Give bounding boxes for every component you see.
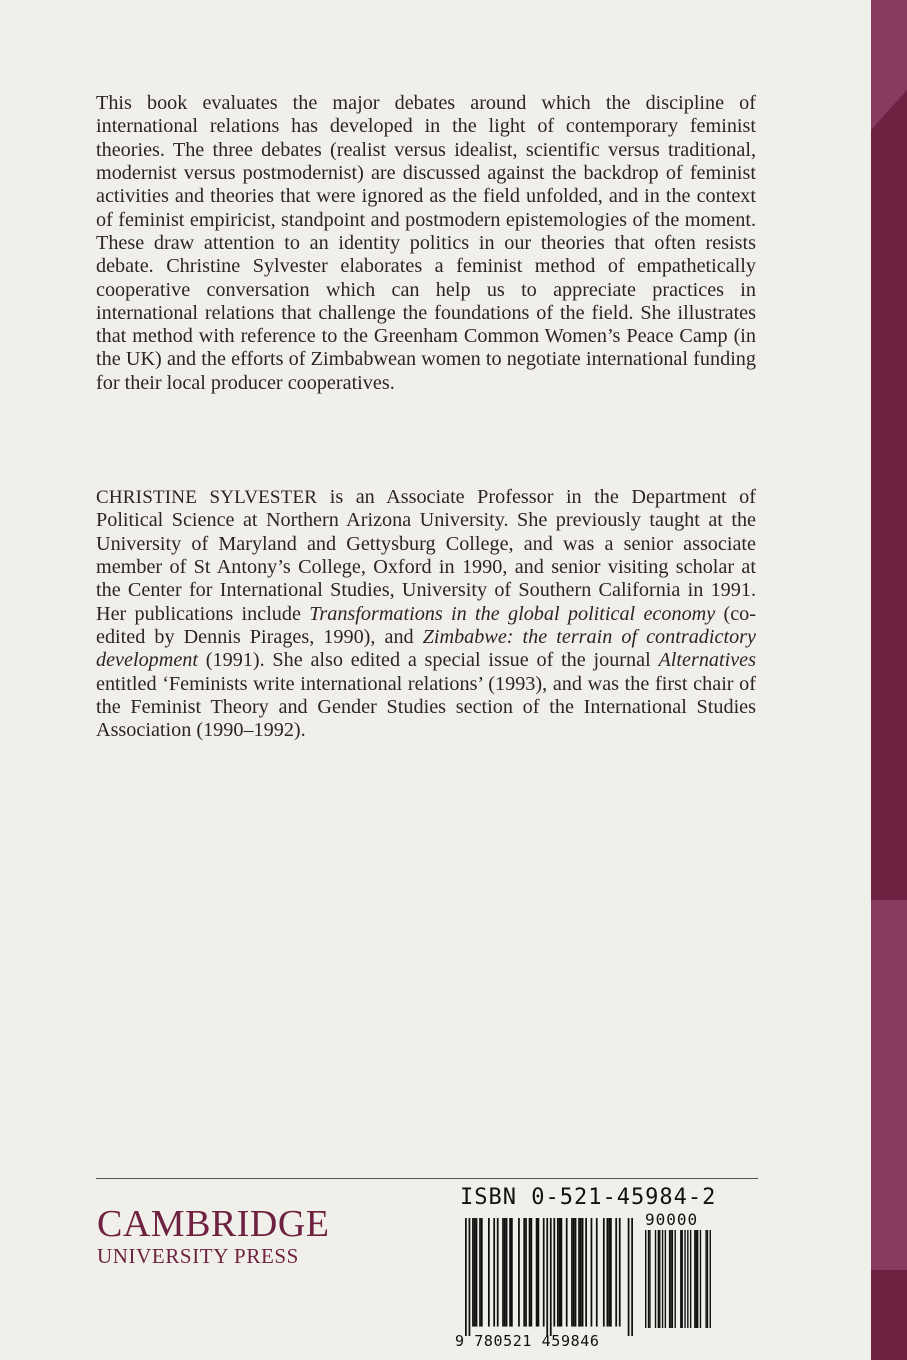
barcode-bar <box>648 1230 649 1328</box>
barcode-bar <box>705 1230 706 1328</box>
author-name: CHRISTINE SYLVESTER <box>96 487 318 509</box>
isbn-label: ISBN 0-521-45984-2 <box>460 1185 717 1210</box>
barcode-bar <box>472 1218 474 1327</box>
bio-text-4: entitled ‘Feminists write international relations’ (1993), and was the first chair of the Feminist Theory and Gender Studies section of the International Studies Association (1990–1992). <box>96 672 756 742</box>
barcode-bar <box>655 1230 656 1328</box>
barcode-bar <box>596 1218 598 1327</box>
price-addon-digits: 90000 <box>645 1210 699 1229</box>
barcode-bar <box>665 1230 666 1328</box>
barcode-bar <box>559 1218 561 1327</box>
barcode-bar <box>560 1218 562 1327</box>
barcode-bar <box>700 1230 701 1328</box>
barcode-bar <box>543 1218 545 1327</box>
barcode-bar <box>696 1230 697 1328</box>
publication-title-1: Transformations in the global political economy <box>309 602 716 625</box>
book-description: This book evaluates the major debates around which the discipline of international relations has developed in the light of contemporary feminist theories. The three debates (realist versus idealist, scientific versus traditional, modernist versus postmodernist) are discussed against the backdrop of feminist activities and theories that were ignored as the field unfolded, and in the context of feminist empiricist, standpoint and postmodern epistemologies of the moment. These draw attention to an identity politics in our theories that often resists debate. Christine Sylvester elaborates a feminist method of empathetically cooperative conversation which can help us to appreciate practices in international relations that challenge the foundations of the field. She illustrates that method with reference to the Greenham Common Women’s Peace Camp (in the UK) and the efforts of Zimbabwean women to negotiate international funding for their local producer cooperatives. <box>96 92 756 394</box>
barcode-bar <box>502 1218 504 1327</box>
barcode-bar <box>684 1230 685 1328</box>
barcode-bar <box>504 1218 506 1327</box>
barcode-bar <box>553 1218 555 1327</box>
barcode-bar <box>631 1218 633 1336</box>
barcode-bar <box>670 1230 671 1328</box>
barcode-bar <box>523 1218 525 1327</box>
barcode-bar <box>525 1218 527 1327</box>
barcode-digits: 9 780521 459846 <box>455 1332 600 1350</box>
barcode-bar <box>469 1218 471 1336</box>
barcode-bar <box>710 1230 711 1328</box>
barcode-bar <box>606 1218 608 1327</box>
barcode-bar <box>608 1218 610 1327</box>
bio-text-3: (1991). She also edited a special issue of the journal <box>198 649 659 672</box>
barcode-bar <box>488 1218 490 1327</box>
barcode-bar <box>573 1218 575 1327</box>
barcode-bar <box>603 1218 605 1327</box>
barcode-bar <box>694 1230 695 1328</box>
barcode-bar <box>479 1218 481 1327</box>
barcode-bar <box>680 1230 681 1328</box>
bio-text-2: (co-edited by Dennis Pirages, 1990), and <box>96 602 756 648</box>
barcode-bar <box>662 1230 663 1328</box>
barcode-bar <box>669 1230 670 1328</box>
barcode-bar <box>591 1218 593 1327</box>
barcode-bar <box>585 1218 587 1327</box>
barcode-bar <box>557 1218 559 1327</box>
barcode-bar <box>697 1230 698 1328</box>
barcode-bar <box>571 1218 573 1327</box>
barcode-bar <box>645 1230 646 1328</box>
barcode-bar <box>529 1218 531 1327</box>
barcode-bar <box>582 1218 584 1327</box>
barcode-bar <box>659 1230 660 1328</box>
publisher-name: CAMBRIDGE <box>97 1203 330 1245</box>
barcode-bar <box>476 1218 478 1327</box>
journal-title: Alternatives <box>658 649 756 672</box>
barcode-bar <box>687 1230 688 1328</box>
footer-divider <box>96 1178 758 1179</box>
barcode-bar <box>509 1218 511 1327</box>
barcode-bar <box>610 1218 612 1327</box>
barcode-bar <box>538 1218 540 1327</box>
author-biography <box>96 486 756 742</box>
barcode-bar <box>506 1218 508 1327</box>
publisher-logo <box>97 1204 330 1268</box>
barcode-bar <box>481 1218 483 1327</box>
ean13-barcode <box>465 1218 633 1336</box>
barcode-bar <box>546 1218 548 1336</box>
publisher-subtitle: UNIVERSITY PRESS <box>97 1244 299 1268</box>
barcode-bar <box>672 1230 673 1328</box>
isbn-barcode <box>455 1210 717 1350</box>
barcode-bar <box>578 1218 580 1327</box>
barcode-bar <box>580 1218 582 1327</box>
addon-barcode <box>645 1230 711 1328</box>
barcode-bar <box>493 1218 495 1327</box>
barcode-bar <box>649 1230 650 1328</box>
barcode-bar <box>575 1218 577 1327</box>
barcode-bar <box>619 1218 621 1327</box>
barcode-bar <box>465 1218 467 1336</box>
barcode-bar <box>536 1218 538 1327</box>
barcode-bar <box>682 1230 683 1328</box>
barcode-bar <box>690 1230 691 1328</box>
barcode-bar <box>707 1230 708 1328</box>
barcode-bar <box>566 1218 568 1327</box>
barcode-bar <box>550 1218 552 1336</box>
cover-spine-edge <box>871 0 907 1360</box>
barcode-bar <box>628 1218 630 1336</box>
barcode-bar <box>474 1218 476 1327</box>
barcode-bar <box>497 1218 499 1327</box>
barcode-bar <box>518 1218 520 1327</box>
barcode-bar <box>615 1218 617 1327</box>
barcode-bar <box>530 1218 532 1327</box>
publication-title-2: Zimbabwe: the terrain of contradictory development <box>96 625 756 672</box>
barcode-bar <box>511 1218 513 1327</box>
spine-pattern <box>871 0 907 1360</box>
barcode-bar <box>674 1230 675 1328</box>
bio-text-1: is an Associate Professor in the Department of Political Science at Northern Arizona University. She previously taught at the University of Maryland and Gettysburg College, and was a senior associate member of St Antony’s College, Oxford in 1990, and senior visiting scholar at the Center for International Studies, University of Southern California in 1991. Her publications include <box>96 486 756 625</box>
barcode-bar <box>658 1230 659 1328</box>
